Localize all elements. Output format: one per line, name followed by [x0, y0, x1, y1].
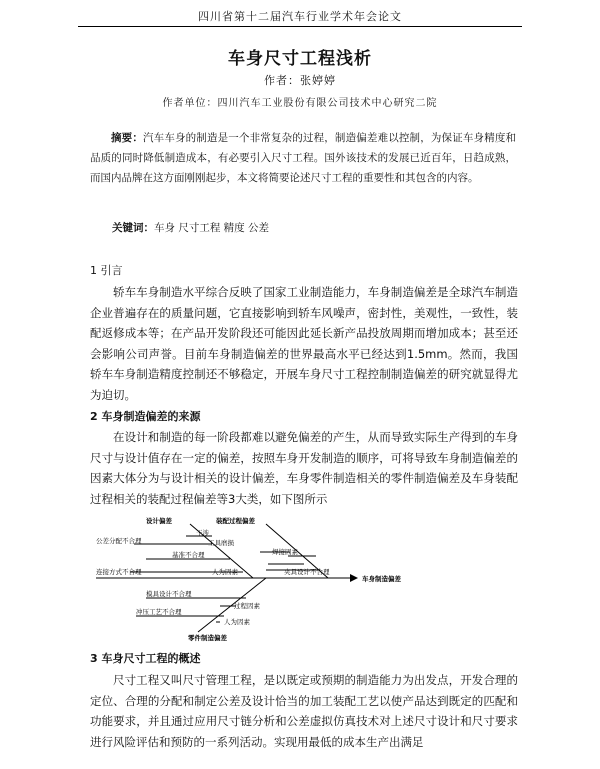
design-label: 设计偏差	[146, 517, 172, 525]
datum-label: 基准不合理	[172, 551, 205, 559]
section-1-heading: 1 引言	[90, 264, 123, 277]
parts-label: 零件制造偏差	[188, 634, 227, 642]
mold-design-label: 模具设计不合理	[146, 590, 192, 598]
keywords-label: 关键词：	[112, 222, 154, 234]
stamping-label: 冲压工艺不合理	[136, 608, 182, 616]
abstract	[90, 128, 516, 188]
tooling-wear-label: 工具磨损	[208, 539, 234, 547]
paper-author: 作者：张婷婷	[264, 74, 336, 87]
interference-label: 干涉	[196, 529, 209, 537]
section-2-paragraph: 在设计和制造的每一阶段都难以避免偏差的产生，从而导致实际生产得到的车身尺寸与设计值存在一定的偏差，按照车身开发制造的顺序，可将导致车身制造偏差的因素大体分为与设计相关的设计偏差，车身零件制造相关的零件制造偏差及车身装配过程相关的装配过程偏差等3大类，如下图所示	[90, 430, 518, 506]
header-rule	[78, 26, 522, 27]
section-3-heading: 3 车身尺寸工程的概述	[90, 652, 201, 665]
section-2-heading: 2 车身制造偏差的来源	[90, 410, 201, 423]
running-header: 四川省第十二届汽车行业学术年会论文	[198, 10, 402, 23]
abstract-text: 汽车车身的制造是一个非常复杂的过程，制造偏差难以控制，为保证车身精度和品质的同时降低制造成本，有必要引入尺寸工程。国外该技术的发展已近百年，日趋成熟，而国内品牌在这方面刚刚起步，本文将简要论述尺寸工程的重要性和其包含的内容。	[90, 132, 517, 184]
result-label: 车身制造偏差	[362, 575, 401, 583]
section-1-paragraph: 轿车车身制造水平综合反映了国家工业制造能力，车身制造偏差是全球汽车制造企业普遍存在的质量问题，它直接影响到轿车风噪声，密封性，美观性，一致性，装配返修成本等；在产品开发阶段还可能因此延长新产品投放周期而增加成本；甚至还会影响公司声誉。目前车身制造偏差的世界最高水平已经达到1.5mm。然而，我国轿车车身制造精度控制还不够稳定，开展车身尺寸工程控制制造偏差的研究就显得尤为迫切。	[90, 285, 518, 402]
connection-label: 连接方式不合理	[96, 568, 142, 576]
spine-arrow	[350, 574, 358, 582]
process-label: 过程因素	[234, 602, 260, 610]
fishbone-diagram	[88, 514, 518, 644]
abstract-label: 摘要：	[111, 132, 143, 144]
section-3-paragraph: 尺寸工程又叫尺寸管理工程，是以既定或预期的制造能力为出发点，开发合理的定位、合理的分配和制定公差及设计恰当的加工装配工艺以使产品达到既定的匹配和功能要求，并且通过应用尺寸链分析和公差虚拟仿真技术对上述尺寸设计和尺寸要求进行风险评估和预防的一系列活动。实现用最低的成本生产出满足	[90, 673, 518, 749]
human2-label: 人为因素	[224, 618, 250, 626]
tolerance-alloc-label: 公差分配不合理	[96, 537, 142, 545]
keywords-text: 车身 尺寸工程 精度 公差	[154, 222, 270, 234]
paper-affiliation: 作者单位：四川汽车工业股份有限公司技术中心研究二院	[162, 98, 438, 109]
human1-label: 人为因素	[212, 568, 238, 576]
paper-title: 车身尺寸工程浅析	[228, 49, 372, 69]
clamp-fixture-label: 夹具设计不合理	[284, 568, 330, 576]
weld-label: 焊接因素	[272, 548, 298, 556]
assembly-label: 装配过程偏差	[216, 517, 255, 525]
keywords	[112, 220, 516, 235]
